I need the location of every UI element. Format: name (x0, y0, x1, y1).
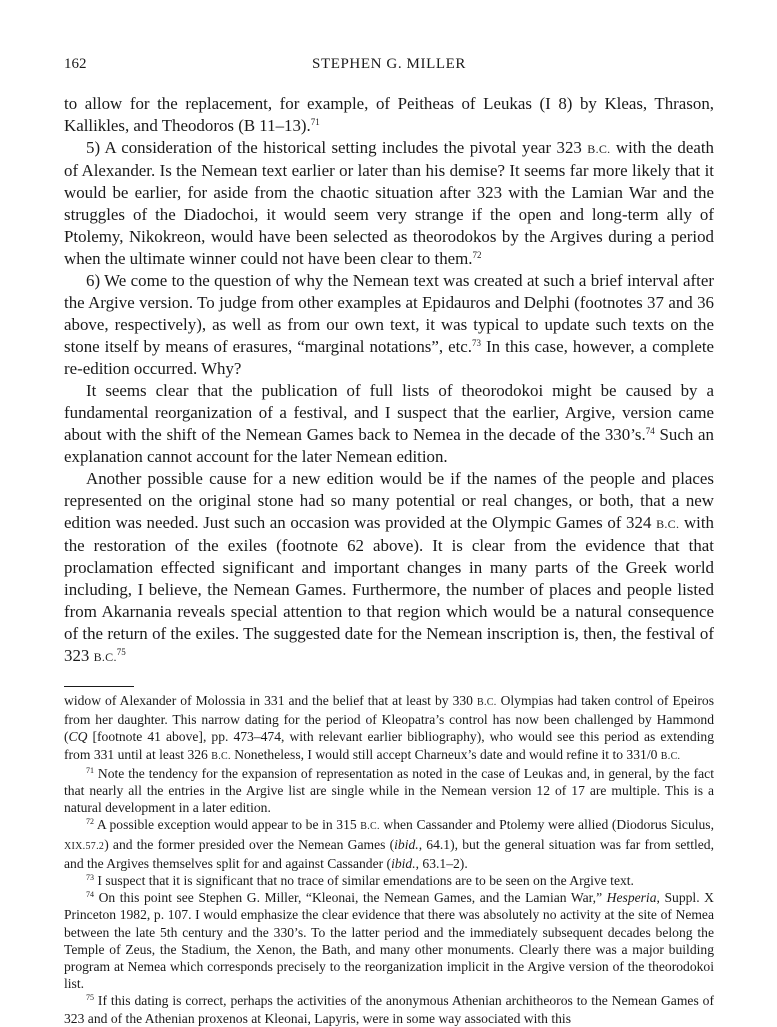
page (64, 56, 714, 1027)
page-number: 162 (64, 56, 87, 72)
footnote-continued: widow of Alexander of Molossia in 331 and the belief that at least by 330 B.C. Olympias had taken control of Epeiros from her daughter. This narrow dating for the period of Kleopatra’s control has now been challenged by Hammond (CQ [footnote 41 above], pp. 473–474, with relevant earlier bibliography), who would see this period as extending from 331 until at least 326 B.C. Nonetheless, I would still accept Charneux’s date and would refine it to 331/0 B.C. (64, 693, 715, 762)
paragraph-1: to allow for the replacement, for example, of Peitheas of Leukas (I 8) by Kleas, Thrason, Kallikles, and Theodoros (B 11–13).$^{71}$ (64, 94, 714, 135)
footnote-73: $^{73}$ I suspect that it is significant that no trace of similar emendations are to be seen on the Argive text. (86, 873, 634, 889)
paragraph-2: 5) A consideration of the historical setting includes the pivotal year 323 B.C. with the death of Alexander. Is the Nemean text earlier or later than his demise? It seems far more likely that it would be earlier, for aside from the chaotic situation after 323 with the Lamian War and the struggles of the Diadochoi, it would seem very strange if the open and long-term ally of Ptolemy, Nikokreon, would have been selected as theorodokos by the Argives during a period when the ultimate winner could not have been clear to them.$^{72}$ (64, 138, 714, 268)
footnotes (64, 692, 714, 1027)
footnote-ref-72[interactable]: 72 (472, 250, 482, 260)
paragraph-4: It seems clear that the publication of full lists of theorodokoi might be caused by a fundamental reorganization of a festival, and I suspect that the earlier, Argive, version came about with the shift of the Nemean Games back to Nemea in the decade of the 330’s.$^{74}$ Such an explanation cannot account for the later Nemean edition. (64, 381, 714, 466)
footnote-72: $^{72}$ A possible exception would appear to be in 315 B.C. when Cassander and Ptolemy were allied (Diodorus Siculus, XIX.57.2) and the former presided over the Nemean Games (ibid., 64.1), but the general situation was far from settled, and the Argives themselves split for and against Cassander (ibid., 63.1–2). (64, 817, 714, 871)
footnote-ref-73[interactable]: 73 (472, 338, 482, 348)
footnote-ref-74[interactable]: 74 (645, 426, 655, 436)
paragraph-5: Another possible cause for a new edition would be if the names of the people and places represented on the original stone had so many potential or real changes, or both, that a new edition was needed. Just such an occasion was provided at the Olympic Games of 324 B.C. with the restoration of the exiles (footnote 62 above). It is clear from the evidence that that proclamation effected significant and important changes in many parts of the Greek world including, I believe, the Nemean Games. Furthermore, the number of places and people listed from Akarnania reveals special attention to that region which would be a natural consequence of the return of the exiles. The suggested date for the Nemean inscription is, then, the festival of 323 B.C.$^{75}$ (64, 469, 714, 665)
footnote-71: $^{71}$ Note the tendency for the expansion of representation as noted in the case of Leukas and, in general, by the fact that nearly all the entries in the Argive list are single while in the Nemean version 12 of 17 are multiple. This is a natural development in a later edition. (64, 765, 714, 816)
footnote-ref-71[interactable]: 71 (310, 117, 320, 127)
paragraph-3: 6) We come to the question of why the Nemean text was created at such a brief interval after the Argive version. To judge from other examples at Epidauros and Delphi (footnotes 37 and 36 above, respectively), as well as from our own text, it was typical to update such texts on the stone itself by means of erasures, “marginal notations”, etc.$^{73}$ In this case, however, a complete re-edition occurred. Why? (64, 271, 715, 378)
footnote-75: $^{75}$ If this dating is correct, perhaps the activities of the anonymous Athenian architheoros to the Nemean Games of 323 and of the Athenian proxenos at Kleonai, Lapyris, were in some way associated with this (64, 993, 714, 1026)
footnote-divider (64, 686, 134, 687)
running-head: STEPHEN G. MILLER (312, 56, 466, 72)
page-header (64, 56, 714, 78)
footnote-74: $^{74}$ On this point see Stephen G. Miller, “Kleonai, the Nemean Games, and the Lamian War,” Hesperia, Suppl. X Princeton 1982, p. 107. I would emphasize the clear evidence that there was absolutely no activity at the site of Nemea between the late 5th century and the 330’s. To the latter period and the immediately subsequent decades belong the Temple of Zeus, the Stadium, the Xenon, the Bath, and many other monuments. Clearly there was a major building program at Nemea which corresponds precisely to the reorganization implicit in the Argive version of the theorodokoi list. (64, 890, 714, 992)
body-text (64, 93, 714, 668)
footnote-ref-75[interactable]: 75 (116, 647, 126, 657)
